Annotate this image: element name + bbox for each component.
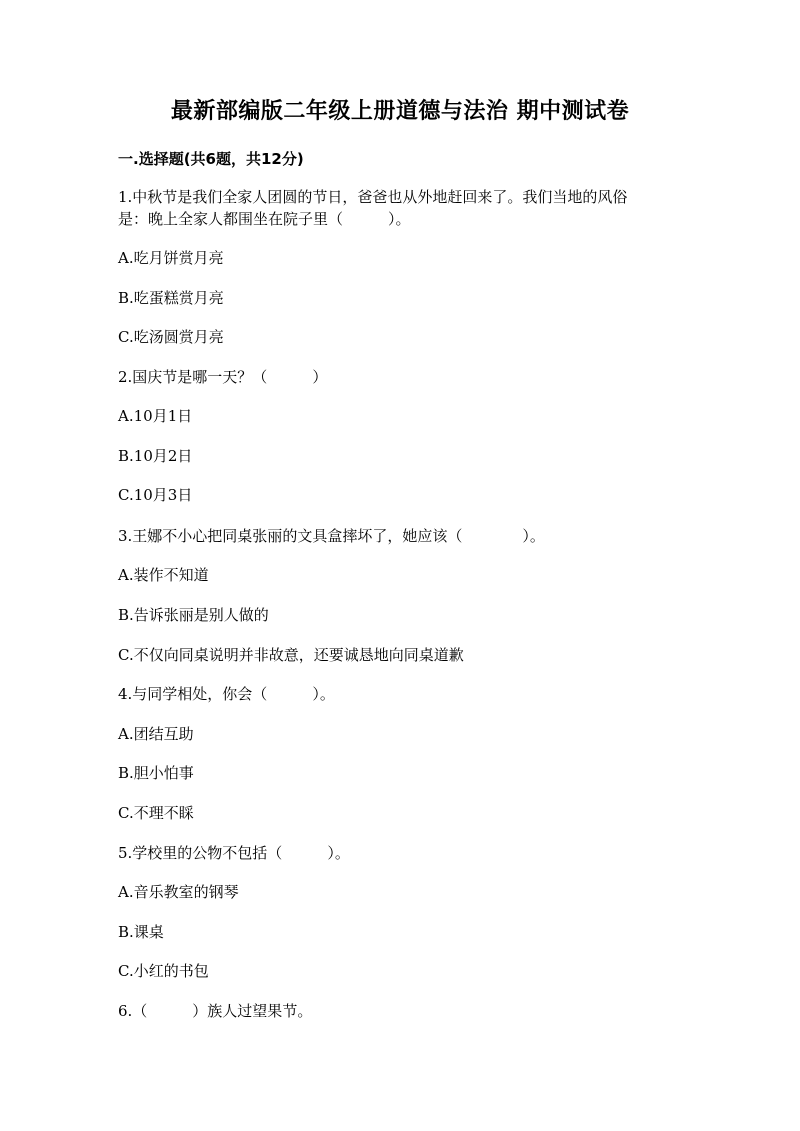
question-5-stem: 5.学校里的公物不包括（ ）。 bbox=[118, 844, 350, 862]
question-1-stem-line2: 是：晚上全家人都围坐在院子里（ ）。 bbox=[118, 210, 411, 228]
question-1-option-c: C.吃汤圆赏月亮 bbox=[118, 328, 224, 346]
question-4-stem: 4.与同学相处，你会（ ）。 bbox=[118, 685, 335, 703]
question-3-option-b: B.告诉张丽是别人做的 bbox=[118, 606, 269, 624]
question-3-option-c: C.不仅向同桌说明并非故意，还要诚恳地向同桌道歉 bbox=[118, 646, 464, 664]
question-1-option-a: A.吃月饼赏月亮 bbox=[118, 249, 224, 267]
question-1-stem-line1: 1.中秋节是我们全家人团圆的节日，爸爸也从外地赶回来了。我们当地的风俗 bbox=[118, 188, 628, 206]
question-3-stem: 3.王娜不小心把同桌张丽的文具盒摔坏了，她应该（ ）。 bbox=[118, 527, 545, 545]
question-2-stem: 2.国庆节是哪一天？（ ） bbox=[118, 368, 328, 386]
question-4-option-c: C.不理不睬 bbox=[118, 804, 194, 822]
question-5-option-a: A.音乐教室的钢琴 bbox=[118, 883, 239, 901]
question-5-option-c: C.小红的书包 bbox=[118, 962, 209, 980]
question-4-option-a: A.团结互助 bbox=[118, 725, 194, 743]
question-5-option-b: B.课桌 bbox=[118, 923, 164, 941]
question-2-option-b: B.10月2日 bbox=[118, 447, 193, 465]
question-3-option-a: A.装作不知道 bbox=[118, 566, 209, 584]
question-6-stem: 6.（ ）族人过望果节。 bbox=[118, 1002, 313, 1020]
question-1-option-b: B.吃蛋糕赏月亮 bbox=[118, 289, 224, 307]
question-2-option-a: A.10月1日 bbox=[118, 407, 193, 425]
question-4-option-b: B.胆小怕事 bbox=[118, 764, 194, 782]
page-title: 最新部编版二年级上册道德与法治 期中测试卷 bbox=[170, 99, 630, 124]
section-heading: 一.选择题(共6题，共12分) bbox=[118, 150, 304, 168]
question-2-option-c: C.10月3日 bbox=[118, 486, 193, 504]
